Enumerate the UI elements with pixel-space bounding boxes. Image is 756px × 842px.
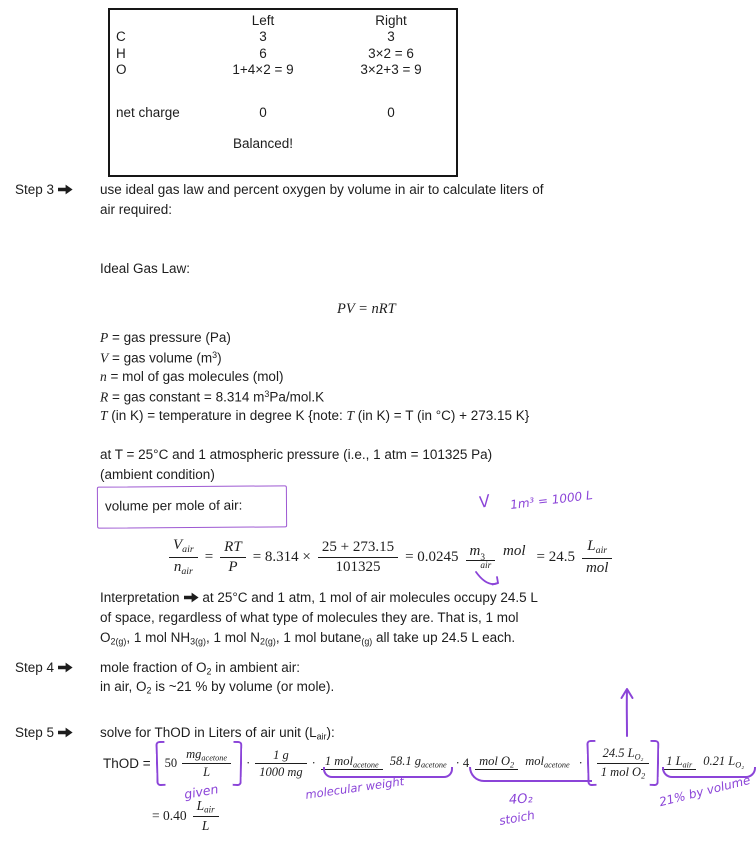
denominator: mol [585,559,609,576]
term-concentration-bracketed [156,743,242,803]
fraction-rt-p [220,539,246,575]
numerator: 1 g [255,748,306,764]
denominator: L [203,765,211,780]
step5-heading [100,725,335,741]
hand-drawn-box [97,485,287,528]
arrow-right-icon [58,727,73,738]
subscript: 2 [146,685,152,696]
table-row [110,62,456,78]
interpretation-line3 [100,630,515,646]
step3-intro-line2: air required: [100,202,173,217]
definition-text: = mol of gas molecules (mol) [106,369,284,384]
definition-text: = gas constant = 8.314 m [108,388,265,404]
step3-label [15,182,73,197]
row-label: O [116,62,127,78]
numerator: 25 + 273.15 [318,539,398,558]
numerator: mol O [479,754,510,769]
ideal-gas-law-label: Ideal Gas Law: [100,261,191,276]
equals: = [204,548,214,565]
pen-note-stoich-b: stoich [498,807,536,828]
fraction-g-per-mg [255,748,306,779]
symbol-n: n [100,369,107,384]
dot-operator: · [311,755,316,770]
row-left-value: 6 [259,45,267,61]
step4-label-text: Step 4 [15,660,55,675]
table-header-left: Left [251,13,275,28]
text: , 1 mol butane [275,630,362,645]
symbol-t: T [346,408,355,423]
subscript: 2 [509,760,515,770]
ambient-line2: (ambient condition) [100,467,215,482]
row-left-value: 3 [259,29,267,45]
subscript: O₂ [735,760,745,770]
definition-r [100,389,324,405]
numerator: RT [220,539,246,558]
symbol-r: R [100,388,109,404]
pen-note-stoich-a: 4O₂ [508,790,534,808]
definition-text: (in K) = temperature in degree K {note: [107,408,347,423]
subscript: 2 [641,770,646,780]
table-row [110,29,456,45]
definition-text: = gas volume (m [108,349,213,365]
fraction-lair-mol [582,538,613,576]
text: in ambient air: [211,660,301,675]
pen-unit-note: 1m³ = 1000 L [509,488,594,512]
fraction-mol-o2-per-mol-acetone [475,754,574,828]
fraction-mg-acetone-per-l [182,747,231,780]
row-right-value: 3 [387,29,395,45]
denominator: mol [525,754,544,769]
step4-label [15,660,73,675]
subscript: 2(g) [259,636,276,647]
row-label: H [116,45,126,61]
arrow-right-icon [184,592,199,603]
arrow-right-icon [58,184,73,195]
interpretation-lead: Interpretation [100,590,180,605]
subscript: 2(g) [110,636,127,647]
table-row [110,46,456,62]
subscript: acetone [352,760,379,770]
subscript: acetone [543,760,570,770]
term-molar-volume-bracketed [587,742,659,784]
thod-lhs: ThOD = [103,755,151,771]
denominator: 101325 [335,558,381,575]
subscript: air [480,560,492,571]
denominator: 0.21 L [703,754,736,769]
pen-note-given: given [182,781,220,803]
definition-t [100,408,529,424]
table-row-net-charge [110,105,456,121]
pen-note-molecular-weight: molecular weight [304,773,405,802]
definition-text: Pa/mol.K [269,388,325,404]
step4-line2 [100,679,334,695]
ambient-line1: at T = 25°C and 1 atmospheric pressure (i.e., 1 atm = 101325 Pa) [100,447,493,462]
numerator: L [587,538,596,555]
fraction-m3air-mol [466,543,530,570]
text: , 1 mol NH [126,630,191,645]
subscript: 3(g) [190,636,206,647]
step3-label-text: Step 3 [15,182,55,197]
row-label: net charge [116,104,180,120]
text: all take up 24.5 L each. [372,630,516,645]
numerator: mg [186,746,202,761]
numerator: m [469,543,481,560]
balance-table [108,8,458,177]
step4-line1 [100,660,300,676]
balanced-text: Balanced! [232,136,294,152]
definition-v [100,350,222,366]
subscript: air [316,731,327,742]
subscript: air [595,544,608,556]
definition-text: (in K) = T (in °C) + 273.15 K} [354,408,530,423]
boxed-text: volume per mole of air: [104,497,243,514]
definition-text: ) [217,349,222,365]
dot-operator: · [246,755,251,770]
subscript: acetone [201,753,228,763]
row-label: C [116,29,126,45]
text: in air, O [100,679,147,694]
denominator: mol [503,543,526,560]
dot-operator: · [578,755,583,770]
text: is ~21 % by volume (or mole). [151,679,335,694]
step5-label-text: Step 5 [15,725,55,740]
step5-label [15,725,73,740]
stoich-coefficient: 4 [462,755,470,770]
subscript: air [181,565,193,577]
fraction-mol-per-g-acetone [304,754,451,802]
subscript: O₂ [634,752,644,762]
interpretation-line2: of space, regardless of what type of molecules they are. That is, 1 mol [100,610,519,625]
subscript: air [182,543,194,555]
result-equals: = 0.40 [152,807,187,823]
pen-checkmark: V [476,490,493,513]
fraction-vair-nair [169,537,198,577]
interpretation-line1 [100,590,538,605]
pen-up-arrow [619,684,635,738]
equals-00245: = 0.0245 [405,548,459,565]
text: ): [326,725,335,740]
denominator: P [228,558,238,575]
subscript: 2 [206,666,212,677]
definition-p [100,330,231,346]
symbol-p: P [100,330,109,345]
numerator: L [196,798,205,813]
fraction-temperature-pressure [318,539,398,575]
fraction-lair-per-lo2 [657,754,752,809]
table-footer-row [110,136,456,152]
denominator: 58.1 g [389,754,421,769]
table-header-right: Right [375,13,407,28]
subscript: air [682,760,693,770]
text: solve for ThOD in Liters of air unit (L [100,725,317,740]
row-left-value: 1+4×2 = 9 [232,62,294,78]
superscript: 3 [212,349,218,360]
denominator: 1 mol O [600,764,642,779]
interpretation-text: at 25°C and 1 atm, 1 mol of air molecules occupy 24.5 L [202,590,538,605]
subscript: acetone [420,760,447,770]
table-header-row [110,13,456,29]
pen-underbrace [469,767,592,782]
denominator: 1000 mg [259,764,303,779]
numerator: V [173,537,183,553]
equals-8314: = 8.314 × [252,548,311,565]
denominator: n [173,558,182,575]
fraction-lair-per-l [193,798,219,834]
thod-result [152,798,221,834]
arrow-right-icon [58,662,73,673]
row-left-value: 0 [259,104,267,120]
definition-n [100,369,283,385]
text: mole fraction of O [100,660,207,675]
numerator: 1 L [666,754,683,769]
subscript: air [204,804,215,815]
molar-volume-equation [167,537,614,577]
row-right-value: 3×2+3 = 9 [360,62,422,78]
row-right-value: 3×2 = 6 [368,45,414,61]
symbol-v: V [100,349,109,365]
text: O [100,630,111,645]
definition-text: = gas pressure (Pa) [108,330,231,345]
superscript: 3 [264,388,270,399]
table-header-spacer [110,13,198,29]
coefficient: 50 [164,755,178,770]
denominator: L [201,818,210,834]
numerator: 1 mol [324,754,353,769]
text: , 1 mol N [205,630,260,645]
subscript: (g) [361,636,373,647]
footer-spacer [110,136,198,152]
equals-245: = 24.5 [536,548,575,565]
superscript: 3 [480,553,486,564]
row-right-value: 0 [387,104,395,120]
step3-intro-line1: use ideal gas law and percent oxygen by volume in air to calculate liters of [100,182,544,197]
symbol-t: T [100,408,108,423]
fraction-lo2-per-mol-o2 [597,746,649,780]
pen-note-volume-percent: 21% by volume [657,772,752,809]
numerator: 24.5 L [602,746,635,760]
pv-nrt-equation: PV = nRT [337,301,396,317]
dot-operator: · [455,755,460,770]
